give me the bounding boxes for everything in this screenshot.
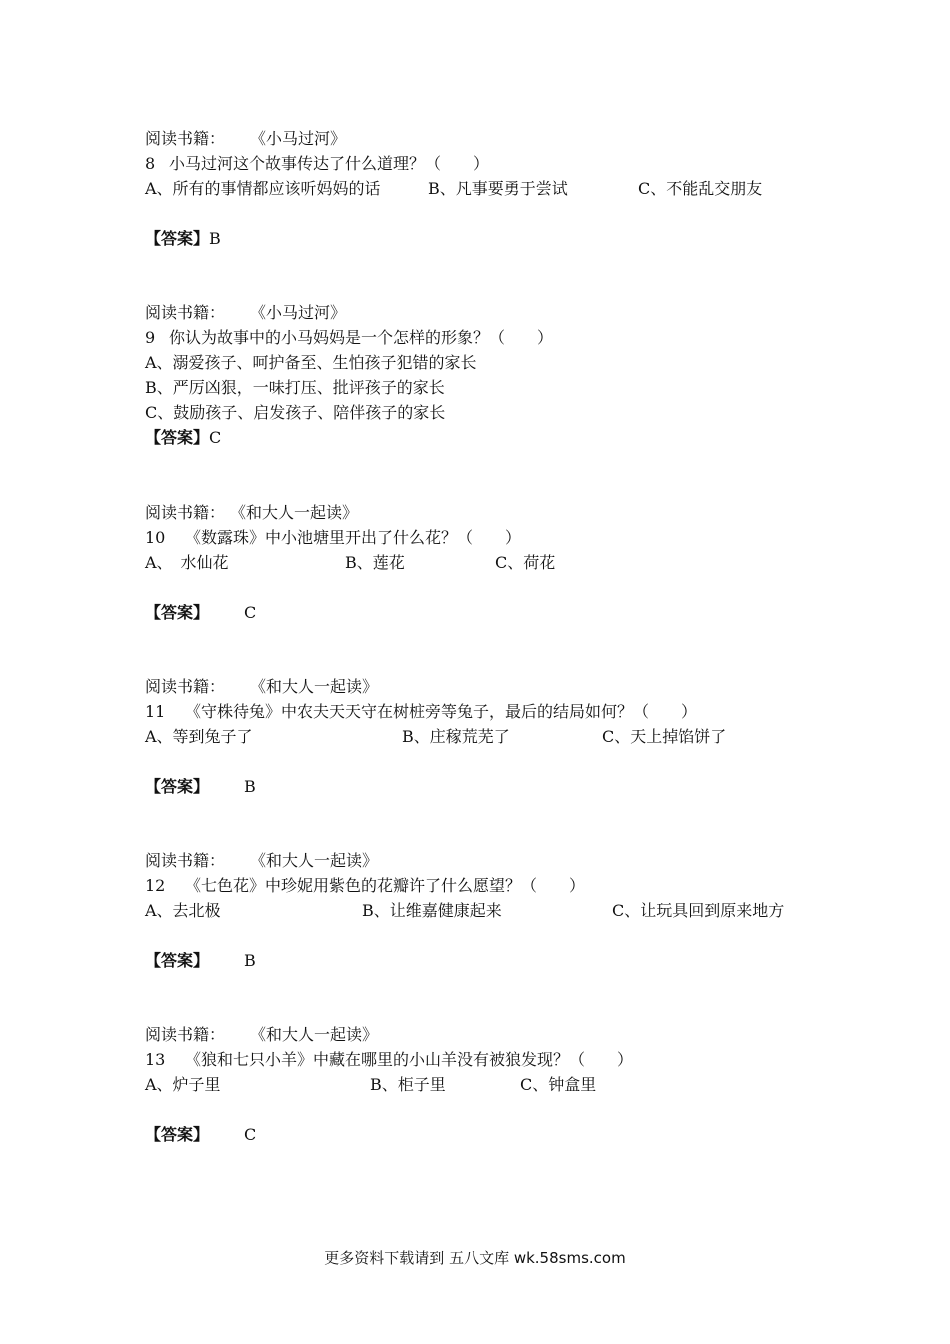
option-a: A、炉子里	[145, 1075, 221, 1094]
option-c: C、让玩具回到原来地方	[612, 901, 785, 920]
question-body: 你认为故事中的小马妈妈是一个怎样的形象？（ ）	[169, 328, 554, 347]
answer-label: 【答案】	[145, 229, 210, 248]
option-c: C、不能乱交朋友	[638, 179, 763, 198]
book-line	[145, 129, 347, 149]
question-text	[145, 702, 698, 722]
book-line	[145, 1025, 379, 1045]
book-line	[145, 503, 359, 523]
question-body: 《数露珠》中小池塘里开出了什么花？（ ）	[185, 528, 522, 547]
book-line	[145, 303, 347, 323]
option-b: B、庄稼荒芜了	[402, 727, 510, 746]
answer-label: 【答案】	[145, 603, 210, 622]
book-line	[145, 677, 379, 697]
answer-value: B	[244, 951, 256, 970]
question-number: 10	[145, 528, 166, 547]
option-b: B、严厉凶狠，一味打压、批评孩子的家长	[145, 378, 445, 397]
book-title: 《和大人一起读》	[250, 1025, 379, 1044]
question-body: 《狼和七只小羊》中藏在哪里的小山羊没有被狼发现？（ ）	[185, 1050, 634, 1069]
answer-label: 【答案】	[145, 951, 210, 970]
option-b: B、柜子里	[370, 1075, 446, 1094]
question-text	[145, 876, 586, 896]
book-label: 阅读书籍：	[145, 503, 226, 522]
option-b: B、凡事要勇于尝试	[428, 179, 568, 198]
book-title: 《小马过河》	[250, 303, 347, 322]
book-title: 《和大人一起读》	[250, 677, 379, 696]
book-label: 阅读书籍：	[145, 851, 226, 870]
answer-line	[145, 777, 256, 797]
option-a: A、去北极	[145, 901, 221, 920]
book-label: 阅读书籍：	[145, 1025, 226, 1044]
question-text	[145, 1050, 634, 1070]
option-c: C、钟盒里	[520, 1075, 597, 1094]
question-number: 9	[145, 328, 156, 347]
answer-value: B	[244, 777, 256, 796]
book-title: 《和大人一起读》	[250, 851, 379, 870]
option-a: A、溺爱孩子、呵护备至、生怕孩子犯错的家长	[145, 353, 477, 372]
answer-value: C	[244, 1125, 257, 1144]
question-number: 13	[145, 1050, 166, 1069]
answer-line	[145, 603, 257, 623]
question-text	[145, 528, 522, 548]
answer-label: 【答案】	[145, 777, 210, 796]
answer-value: C	[244, 603, 257, 622]
book-line	[145, 851, 379, 871]
answer-value: C	[209, 428, 222, 447]
book-title: 《小马过河》	[250, 129, 347, 148]
book-label: 阅读书籍：	[145, 677, 226, 696]
question-body: 《七色花》中珍妮用紫色的花瓣许了什么愿望？（ ）	[185, 876, 586, 895]
answer-label: 【答案】	[145, 428, 210, 447]
question-number: 8	[145, 154, 156, 173]
answer-line	[145, 428, 221, 448]
option-a: A、等到兔子了	[145, 727, 253, 746]
answer-line	[145, 229, 221, 249]
option-b: B、莲花	[345, 553, 405, 572]
question-body: 《守株待兔》中农夫天天守在树桩旁等兔子，最后的结局如何？（ ）	[185, 702, 698, 721]
footer-text: 更多资料下载请到 五八文库 wk.58sms.com	[324, 1249, 626, 1267]
answer-label: 【答案】	[145, 1125, 210, 1144]
option-c: C、荷花	[495, 553, 556, 572]
book-title: 《和大人一起读》	[230, 503, 359, 522]
answer-line	[145, 1125, 257, 1145]
answer-line	[145, 951, 256, 971]
question-number: 12	[145, 876, 166, 895]
question-text	[145, 154, 490, 174]
book-label: 阅读书籍：	[145, 303, 226, 322]
option-a: A、所有的事情都应该听妈妈的话	[145, 179, 381, 198]
question-body: 小马过河这个故事传达了什么道理？（ ）	[169, 154, 490, 173]
question-text	[145, 328, 554, 348]
option-c: C、天上掉馅饼了	[602, 727, 727, 746]
option-b: B、让维嘉健康起来	[362, 901, 502, 920]
answer-value: B	[209, 229, 221, 248]
question-number: 11	[145, 702, 166, 721]
option-c: C、鼓励孩子、启发孩子、陪伴孩子的家长	[145, 403, 446, 422]
option-a: A、 水仙花	[145, 553, 229, 572]
book-label: 阅读书籍：	[145, 129, 226, 148]
